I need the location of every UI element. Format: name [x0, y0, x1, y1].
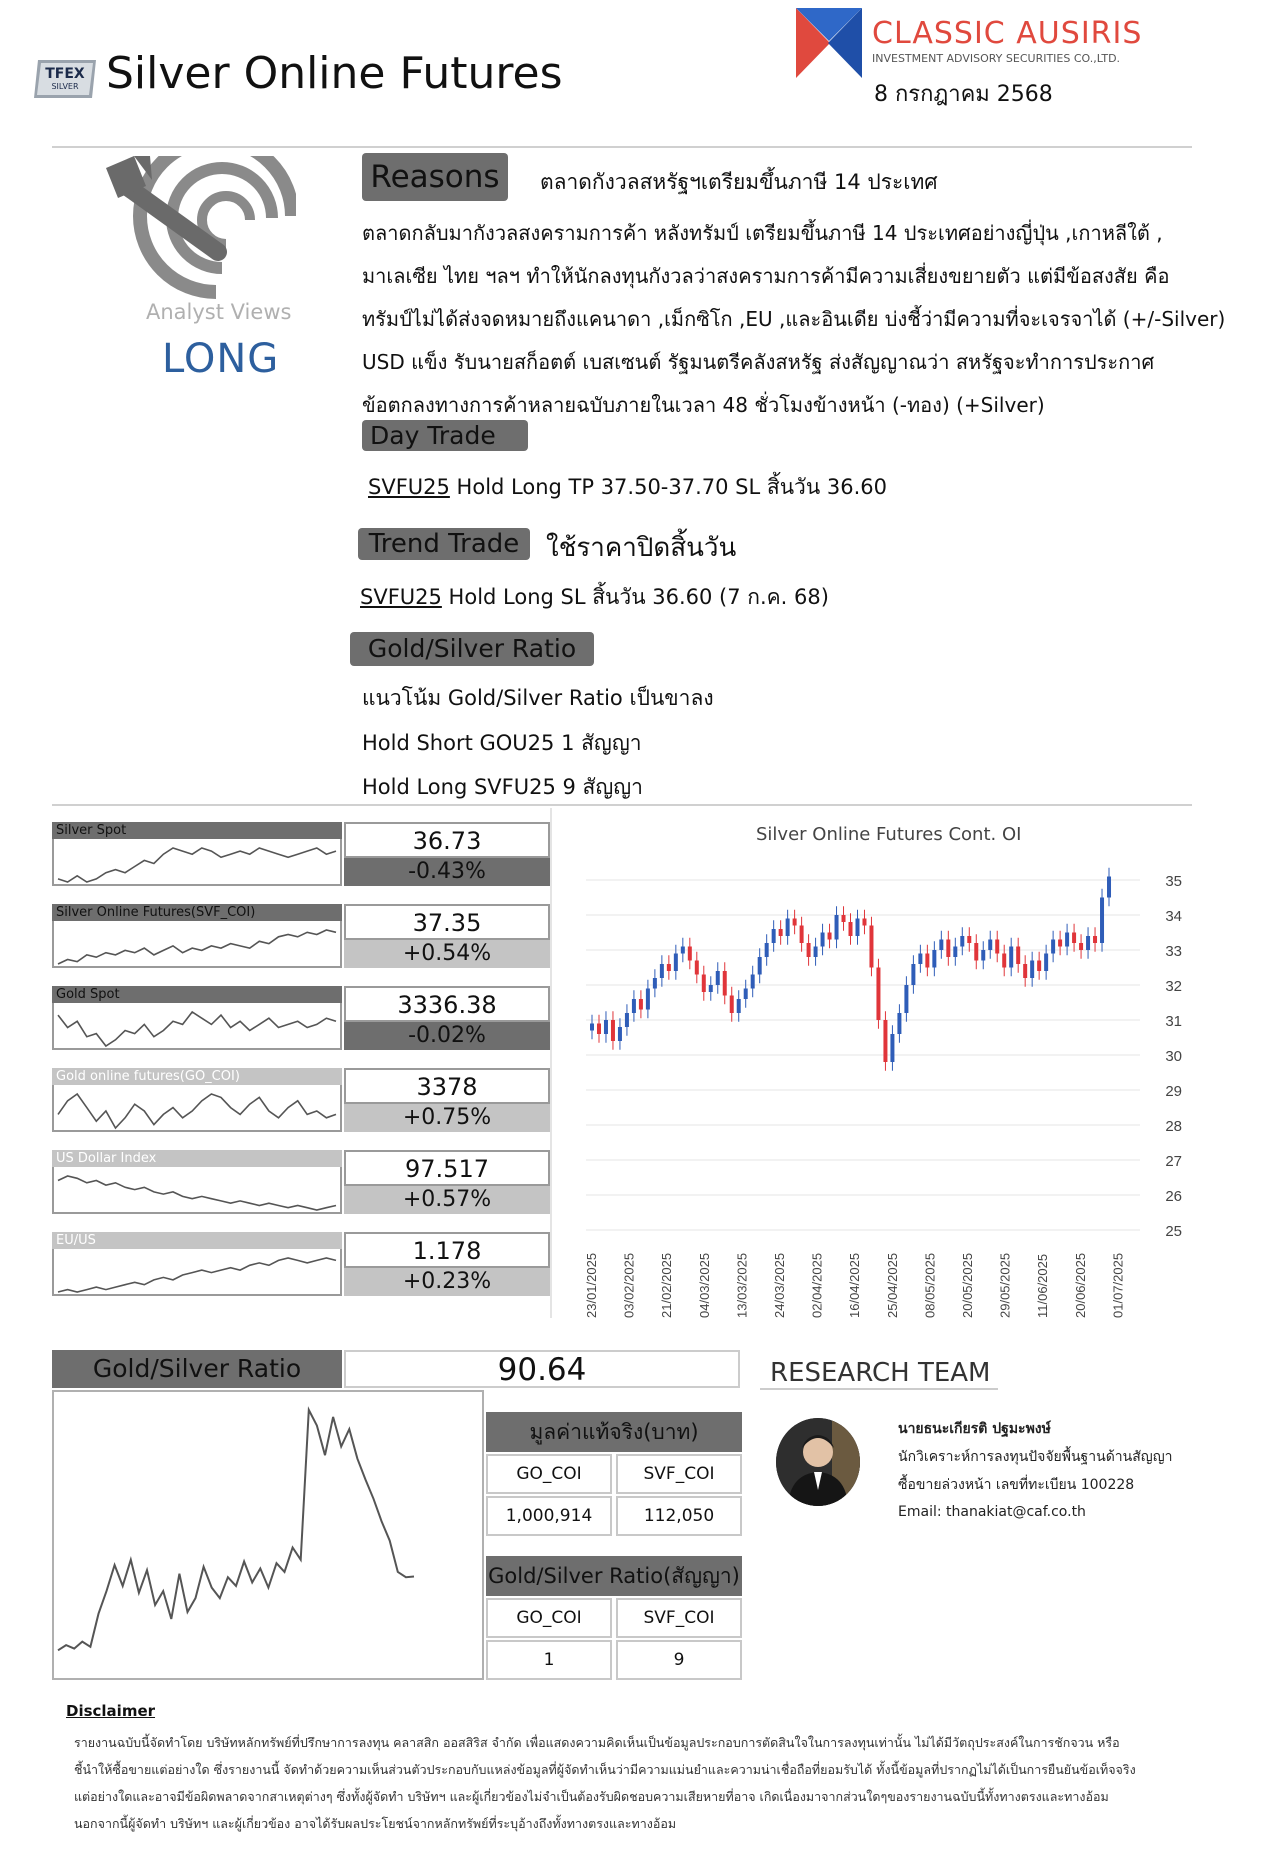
report-date: 8 กรกฎาคม 2568 [874, 82, 1053, 107]
candle-body [1009, 947, 1013, 968]
y-tick-label: 29 [1165, 1083, 1182, 1100]
market-change: -0.02% [344, 1022, 550, 1050]
analyst-name: นายธนะเกียรติ ปฐมะพงษ์ [898, 1421, 1051, 1437]
candle-body [695, 961, 699, 975]
x-tick-label: 16/04/2025 [847, 1252, 863, 1318]
trend-trade-note: ใช้ราคาปิดสิ้นวัน [546, 533, 737, 563]
day-trade-symbol: SVFU25 [368, 475, 450, 499]
candle-body [723, 971, 727, 996]
ratio-line-chart [52, 1390, 484, 1680]
x-tick-label: 11/06/2025 [1035, 1253, 1051, 1318]
day-trade-recommendation [368, 471, 887, 504]
market-value: 37.35 [344, 904, 550, 940]
header-divider [52, 146, 1192, 148]
y-tick-label: 27 [1165, 1153, 1182, 1170]
candle-body [744, 989, 748, 1000]
candle-body [688, 947, 692, 961]
candle-body [625, 1013, 629, 1027]
candle-body [793, 919, 797, 926]
x-tick-label: 25/04/2025 [884, 1252, 900, 1318]
candle-body [716, 971, 720, 985]
candle-body [779, 929, 783, 936]
disclaimer-title: Disclaimer [66, 1702, 156, 1720]
market-tile [52, 1068, 550, 1136]
candle-body [800, 926, 804, 944]
trend-trade-text: Hold Long SL สิ้นวัน 36.60 (7 ก.ค. 68) [441, 585, 829, 609]
candle-body [709, 985, 713, 992]
analyst-avatar [776, 1418, 860, 1506]
candle-body [751, 975, 755, 989]
market-change: +0.57% [344, 1186, 550, 1214]
value-table-col: SVF_COI [616, 1454, 742, 1494]
candle-body [674, 954, 678, 972]
trend-trade-recommendation [360, 581, 829, 614]
candle-body [786, 919, 790, 937]
chart-separator [550, 808, 552, 1318]
ratio-table-title: Gold/Silver Ratio(สัญญา) [486, 1556, 742, 1596]
candle-body [911, 964, 915, 985]
candle-body [1100, 898, 1104, 944]
x-tick-label: 04/03/2025 [696, 1252, 712, 1318]
sparkline-line [58, 1094, 336, 1128]
x-tick-label: 29/05/2025 [997, 1252, 1013, 1318]
brand-name: CLASSIC AUSIRIS [872, 16, 1143, 51]
reasons-tag: Reasons [362, 153, 508, 201]
market-change: +0.54% [344, 940, 550, 968]
candle-body [1086, 936, 1090, 950]
tfex-silver-logo [32, 58, 98, 100]
x-tick-label: 13/03/2025 [734, 1252, 750, 1318]
y-tick-label: 28 [1165, 1118, 1182, 1135]
sparkline-line [58, 930, 336, 964]
ratio-value: 90.64 [344, 1350, 740, 1388]
x-tick-label: 20/06/2025 [1072, 1252, 1088, 1318]
candle-body [1107, 877, 1111, 898]
research-team-title: RESEARCH TEAM [770, 1358, 991, 1388]
candle-body [974, 943, 978, 961]
x-tick-label: 21/02/2025 [659, 1252, 675, 1318]
candle-body [828, 933, 832, 940]
candle-body [807, 943, 811, 957]
sparkline-line [58, 1258, 336, 1292]
candle-body [862, 919, 866, 926]
x-tick-label: 23/01/2025 [584, 1252, 599, 1318]
candle-body [932, 950, 936, 968]
market-value: 3336.38 [344, 986, 550, 1022]
market-value: 3378 [344, 1068, 550, 1104]
analyst-email[interactable]: Email: thanakiat@caf.co.th [898, 1504, 1086, 1520]
candle-body [646, 989, 650, 1010]
candle-body [1058, 940, 1062, 947]
market-tile [52, 1232, 550, 1300]
reasons-line: ตลาดกลับมากังวลสงครามการค้า หลังทรัมป์ เตรียมขึ้นภาษี 14 ประเทศอย่างญี่ปุ่น ,เกาหลีใต้ , [362, 221, 1163, 245]
value-table-col: GO_COI [486, 1454, 612, 1494]
y-tick-label: 32 [1165, 978, 1182, 995]
ratio-table-cell: 1 [486, 1640, 612, 1680]
market-tile [52, 1150, 550, 1218]
candle-body [1051, 940, 1055, 954]
analyst-license: ซื้อขายล่วงหน้า เลขที่ทะเบียน 100228 [898, 1477, 1135, 1493]
section-divider [52, 804, 1192, 806]
candle-body [758, 957, 762, 975]
reasons-line: ข้อตกลงทางการค้าหลายฉบับภายในเวลา 48 ชั่วโมงข้างหน้า (-ทอง) (+Silver) [362, 393, 1045, 417]
y-tick-label: 33 [1165, 943, 1182, 960]
analyst-role: นักวิเคราะห์การลงทุนปัจจัยพื้นฐานด้านสัญญา [898, 1449, 1173, 1465]
sparkline-svg [54, 1006, 340, 1050]
candle-body [988, 940, 992, 951]
candle-body [897, 1013, 901, 1034]
svg-text:SILVER: SILVER [51, 82, 79, 91]
sparkline-line [58, 1176, 336, 1210]
market-label: Silver Online Futures(SVF_COI) [52, 904, 342, 921]
sparkline-svg [54, 1088, 340, 1132]
trend-trade-symbol: SVFU25 [360, 585, 442, 609]
reasons-headline: ตลาดกังวลสหรัฐฯเตรียมขึ้นภาษี 14 ประเทศ [540, 170, 938, 194]
candle-body [604, 1020, 608, 1034]
reasons-line: ทรัมป์ไม่ได้ส่งจดหมายถึงแคนาดา ,เม็กซิโก ,EU ,และอินเดีย บ่งชี้ว่ามีความที่จะเจรจาได้ (+/-Silver) [362, 307, 1226, 331]
gold-silver-line: แนวโน้ม Gold/Silver Ratio เป็นขาลง [362, 686, 714, 710]
candle-body [981, 950, 985, 961]
market-change: +0.23% [344, 1268, 550, 1296]
candle-body [702, 975, 706, 993]
day-trade-text: Hold Long TP 37.50-37.70 SL สิ้นวัน 36.60 [449, 475, 887, 499]
sparkline-line [58, 848, 336, 882]
brand-subtitle: INVESTMENT ADVISORY SECURITIES CO.,LTD. [872, 52, 1121, 65]
candle-body [1030, 961, 1034, 979]
market-value: 97.517 [344, 1150, 550, 1186]
candle-body [967, 936, 971, 943]
classic-ausiris-logo-icon [796, 8, 862, 78]
candle-body [821, 933, 825, 947]
candle-body [946, 940, 950, 958]
gold-silver-line: Hold Long SVFU25 9 สัญญา [362, 775, 643, 799]
gold-silver-line: Hold Short GOU25 1 สัญญา [362, 731, 642, 755]
candle-body [667, 964, 671, 971]
analyst-views-label: Analyst Views [146, 300, 292, 324]
y-tick-label: 26 [1165, 1188, 1182, 1205]
analyst-view-value: LONG [162, 336, 280, 382]
ratio-line-svg [54, 1392, 482, 1678]
x-tick-label: 02/04/2025 [809, 1252, 825, 1318]
candle-body [890, 1034, 894, 1062]
ratio-table-cell: 9 [616, 1640, 742, 1680]
candle-body [772, 929, 776, 943]
candle-body [660, 964, 664, 978]
market-label: US Dollar Index [52, 1150, 342, 1167]
candle-body [730, 996, 734, 1014]
disclaimer-line: แต่อย่างใดและอาจมีข้อผิดพลาดจากสาเหตุต่างๆ ซึ่งทั้งผู้จัดทำ บริษัทฯ และผู้เกี่ยวข้องไม่จำเป็นต้องรับผิดชอบความเสียหายที่อาจ เกิดเนื่องมาจากส่วนใดๆของรายงานฉบับนี้ทั้งทางตรงและทางอ้อม [74, 1789, 1109, 1804]
candle-body [1079, 943, 1083, 950]
candle-body [1072, 933, 1076, 944]
candle-body [590, 1024, 594, 1031]
research-team-underline [760, 1388, 998, 1390]
svg-text:TFEX: TFEX [45, 66, 85, 82]
candle-body [869, 926, 873, 968]
disclaimer-line: ชี้นำให้ซื้อขายแต่อย่างใด ซึ่งรายงานนี้ จัดทำด้วยความเห็นส่วนตัวประกอบกับแหล่งข้อมูลที่ผู้จัดทำเห็นว่ามีความแม่นยำและความน่าเชื่อถือที่ยอมรับได้ ทั้งนี้ข้อมูลที่ปรากฏไม่ได้เป็นการยืนยันข้อเท็จจริง [74, 1762, 1136, 1777]
market-value: 36.73 [344, 822, 550, 858]
market-tile [52, 986, 550, 1054]
sparkline-svg [54, 924, 340, 968]
y-tick-label: 35 [1165, 873, 1182, 890]
trend-trade-tag: Trend Trade [358, 528, 530, 560]
market-label: Silver Spot [52, 822, 342, 839]
candle-body [1002, 954, 1006, 968]
x-tick-label: 01/07/2025 [1110, 1252, 1126, 1318]
reasons-line: USD แข็ง รับนายสก็อตต์ เบสเซนต์ รัฐมนตรีคลังสหรัฐ ส่งสัญญาณว่า สหรัฐจะทำการประกาศ [362, 350, 1155, 374]
market-tile [52, 904, 550, 972]
candle-body [737, 999, 741, 1013]
candle-body [939, 940, 943, 951]
candle-body [855, 919, 859, 937]
candle-body [960, 936, 964, 947]
y-tick-label: 25 [1165, 1223, 1182, 1240]
day-trade-tag: Day Trade [362, 420, 528, 451]
x-tick-label: 03/02/2025 [621, 1252, 637, 1318]
y-tick-label: 31 [1165, 1013, 1182, 1030]
silver-cont-oi-chart [556, 850, 1196, 1330]
market-value: 1.178 [344, 1232, 550, 1268]
candle-body [835, 915, 839, 940]
candle-body [883, 1020, 887, 1062]
candle-body [1044, 954, 1048, 972]
market-change: -0.43% [344, 858, 550, 886]
target-arrow-icon [106, 156, 296, 306]
candle-body [953, 947, 957, 958]
candle-body [814, 947, 818, 958]
candle-body [1037, 961, 1041, 972]
market-tile [52, 822, 550, 890]
x-tick-label: 08/05/2025 [922, 1252, 938, 1318]
value-table-cell: 112,050 [616, 1496, 742, 1536]
sparkline-svg [54, 842, 340, 886]
candle-body [1065, 933, 1069, 947]
candle-body [849, 922, 853, 936]
chart-title: Silver Online Futures Cont. OI [756, 824, 1022, 845]
page-title: Silver Online Futures [106, 48, 563, 99]
candle-body [611, 1020, 615, 1041]
candle-body [1093, 936, 1097, 943]
candle-body [842, 915, 846, 922]
candle-body [1016, 947, 1020, 965]
x-tick-label: 24/03/2025 [772, 1252, 787, 1318]
sparkline-svg [54, 1252, 340, 1296]
candle-body [597, 1024, 601, 1035]
candle-body [639, 999, 643, 1010]
candle-body [653, 978, 657, 989]
ratio-label: Gold/Silver Ratio [52, 1350, 342, 1388]
ratio-line [58, 1410, 414, 1650]
candle-body [876, 968, 880, 1021]
gold-silver-ratio-tag: Gold/Silver Ratio [350, 632, 594, 666]
candle-body [765, 943, 769, 957]
sparkline-line [58, 1012, 336, 1046]
candle-body [681, 947, 685, 954]
candle-body [632, 999, 636, 1013]
ratio-table-col: SVF_COI [616, 1598, 742, 1638]
value-table-cell: 1,000,914 [486, 1496, 612, 1536]
candle-body [918, 954, 922, 965]
candle-body [925, 954, 929, 968]
value-table-title: มูลค่าแท้จริง(บาท) [486, 1412, 742, 1452]
candle-body [618, 1027, 622, 1041]
y-tick-label: 34 [1165, 908, 1182, 925]
reasons-line: มาเลเซีย ไทย ฯลฯ ทำให้นักลงทุนกังวลว่าสงครามการค้ามีความเสี่ยงขยายตัว แต่มีข้อสงสัย คือ [362, 264, 1170, 288]
market-label: Gold online futures(GO_COI) [52, 1068, 342, 1085]
disclaimer-line: นอกจากนี้ผู้จัดทำ บริษัทฯ และผู้เกี่ยวข้อง อาจได้รับผลประโยชน์จากหลักทรัพย์ที่ระบุอ้างถึงทั้งทางตรงและทางอ้อม [74, 1816, 677, 1831]
x-tick-label: 20/05/2025 [960, 1252, 975, 1318]
market-label: Gold Spot [52, 986, 342, 1003]
market-change: +0.75% [344, 1104, 550, 1132]
disclaimer-line: รายงานฉบับนี้จัดทำโดย บริษัทหลักทรัพย์ที่ปรึกษาการลงทุน คลาสสิก ออสสิริส จำกัด เพื่อแสดงความคิดเห็นเป็นข้อมูลประกอบการตัดสินใจในการลงทุนเท่านั้น ไม่ได้มีวัตถุประสงค์ในการชักจวน หรือ [74, 1735, 1120, 1750]
y-tick-label: 30 [1165, 1048, 1182, 1065]
market-label: EU/US [52, 1232, 342, 1249]
candle-body [904, 985, 908, 1013]
candle-body [1023, 964, 1027, 978]
sparkline-svg [54, 1170, 340, 1214]
ratio-table-col: GO_COI [486, 1598, 612, 1638]
candle-body [995, 940, 999, 954]
